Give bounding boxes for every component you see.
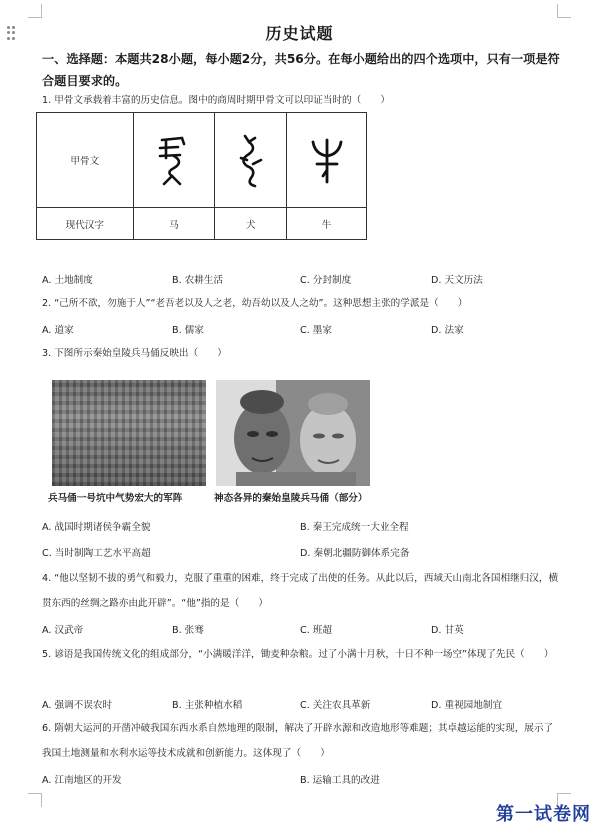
option-a[interactable]: A. 江南地区的开发 [42,775,122,786]
table-cell-character: 牛 [287,208,367,240]
oracle-bone-table [36,112,367,240]
option-d[interactable]: D. 秦朝北疆防御体系完备 [300,548,410,559]
option-b[interactable]: B. 张骞 [172,625,204,636]
option-d[interactable]: D. 天文历法 [431,275,483,286]
option-a[interactable]: A. 土地制度 [42,275,93,286]
site-watermark: 第一试卷网 [496,804,591,825]
section-header: 一、选择题：本题共28小题，每小题2分，共56分。在每小题给出的四个选项中，只有一项是符合题目要求的。 [42,52,560,88]
question-2-options [42,322,562,336]
option-a[interactable]: A. 战国时期诸侯争霸全貌 [42,522,151,533]
table-cell-character: 马 [133,208,215,240]
option-b[interactable]: B. 秦王完成统一大业全程 [300,522,409,533]
question-3-options-row-1 [42,519,562,533]
option-c[interactable]: C. 当时制陶工艺水平高超 [42,548,151,559]
option-a[interactable]: A. 强调不误农时 [42,700,113,711]
crop-mark-top-left [28,4,42,18]
question-1-options [42,272,562,286]
option-d[interactable]: D. 法家 [431,325,464,336]
question-5-options [42,697,562,711]
oracle-glyph-horse [133,113,215,208]
option-d[interactable]: D. 甘英 [431,625,464,636]
question-3-options-row-2 [42,545,562,559]
option-a[interactable]: A. 汉武帝 [42,625,84,636]
option-c[interactable]: C. 分封制度 [300,275,352,286]
option-b[interactable]: B. 农耕生活 [172,275,224,286]
terracotta-army-pit-photo [52,380,206,486]
option-a[interactable]: A. 道家 [42,325,74,336]
photo-caption-left: 兵马俑一号坑中气势宏大的军阵 [48,493,183,504]
terracotta-warrior-heads-photo [216,380,370,486]
oracle-glyph-dog [215,113,287,208]
question-3-stem: 3. 下图所示秦始皇陵兵马俑反映出（ ） [42,348,227,359]
question-4-options [42,622,562,636]
option-b[interactable]: B. 儒家 [172,325,204,336]
table-row-label: 现代汉字 [37,208,134,240]
question-6-options [42,772,562,786]
oracle-glyph-ox [287,113,367,208]
option-b[interactable]: B. 运输工具的改进 [300,775,380,786]
page-title: 历史试题 [265,24,334,43]
question-5-stem: 5. 谚语是我国传统文化的组成部分，“小满暖洋洋，锄麦种杂粮。过了小满十月秋，十日不种一场空”体现了先民（ ） [42,649,554,660]
question-1-stem: 1. 甲骨文承载着丰富的历史信息。图中的商周时期甲骨文可以印证当时的（ ） [42,95,390,106]
table-row-label: 甲骨文 [37,113,134,208]
photo-caption-right: 神态各异的秦始皇陵兵马俑（部分） [214,493,368,504]
option-c[interactable]: C. 班超 [300,625,332,636]
option-b[interactable]: B. 主张种植水稻 [172,700,243,711]
crop-mark-bottom-left [28,793,42,807]
crop-mark-top-right [557,4,571,18]
question-2-stem: 2. “己所不欲，勿施于人”“老吾老以及人之老，幼吾幼以及人之幼”。这种思想主张的学派是（ ） [42,298,468,309]
option-c[interactable]: C. 墨家 [300,325,332,336]
question-6-stem: 6. 隋朝大运河的开凿冲破我国东西水系自然地理的限制，解决了开辟水源和改造地形等难题；其卓越运能的实现，展示了我国土地测量和水利水运等技术成就和创新能力。这体现了（ ） [42,723,554,759]
option-d[interactable]: D. 重视园地制宜 [431,700,503,711]
question-4-stem: 4. “他以坚韧不拔的勇气和毅力，克服了重重的困难，终于完成了出使的任务。从此以后，西域天山南北各国相继归汉，横贯东西的丝绸之路亦由此开辟”。“他”指的是（ ） [42,573,559,609]
table-cell-character: 犬 [215,208,287,240]
option-c[interactable]: C. 关注农具革新 [300,700,371,711]
